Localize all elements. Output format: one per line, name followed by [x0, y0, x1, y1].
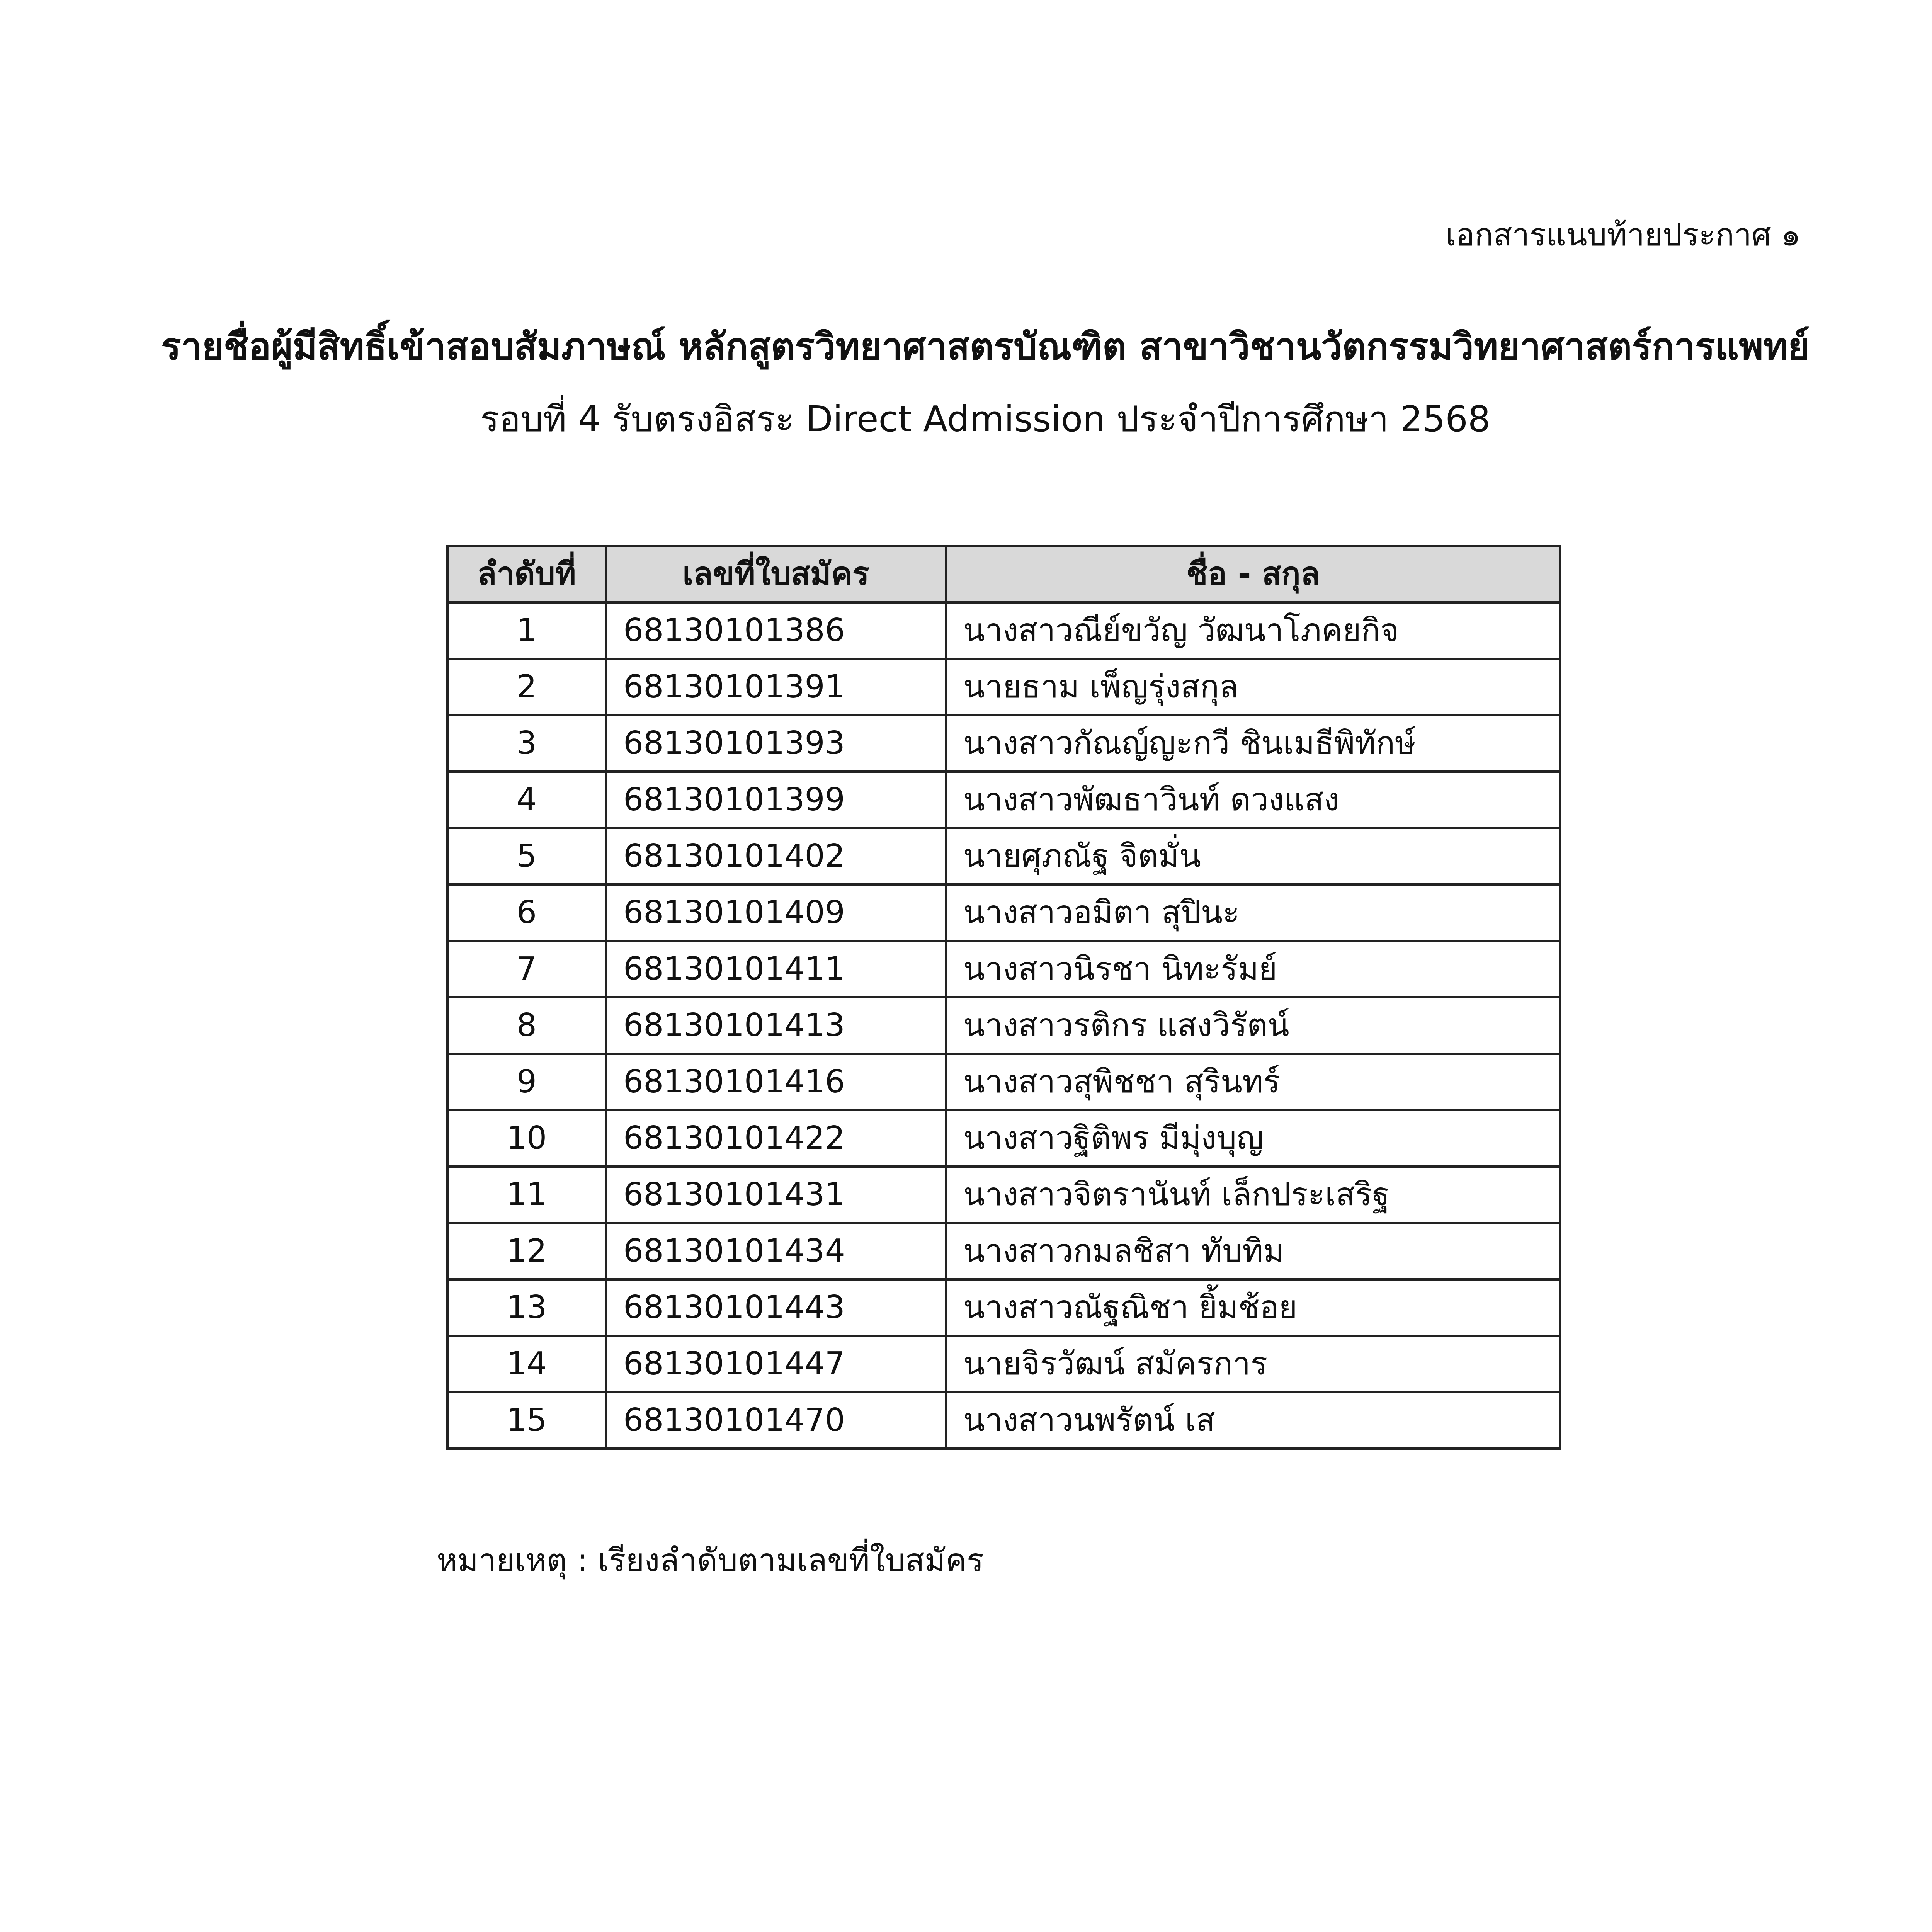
table-row [447, 997, 1560, 1054]
candidate-name: นายศุภณัฐ จิตมั่น [946, 828, 1560, 884]
application-number: 68130101391 [606, 659, 946, 715]
application-number: 68130101393 [606, 715, 946, 772]
row-number: 15 [447, 1392, 606, 1449]
table-row [447, 1392, 1560, 1449]
candidate-name: นางสาวกัณญ์ญะกวี ชินเมธีพิทักษ์ [946, 715, 1560, 772]
row-number: 13 [447, 1279, 606, 1336]
application-number: 68130101386 [606, 602, 946, 659]
application-number: 68130101402 [606, 828, 946, 884]
application-number: 68130101416 [606, 1054, 946, 1110]
application-number: 68130101411 [606, 941, 946, 997]
candidate-name: นางสาวจิตรานันท์ เล็กประเสริฐ [946, 1167, 1560, 1223]
table-row [447, 602, 1560, 659]
candidate-list-table [446, 545, 1561, 1450]
candidate-name: นายจิรวัฒน์ สมัครการ [946, 1336, 1560, 1392]
row-number: 12 [447, 1223, 606, 1279]
row-number: 6 [447, 884, 606, 941]
candidate-name: นางสาวนพรัตน์ เส [946, 1392, 1560, 1449]
application-number: 68130101447 [606, 1336, 946, 1392]
application-number: 68130101470 [606, 1392, 946, 1449]
row-number: 7 [447, 941, 606, 997]
candidate-name: นางสาวอมิตา สุปินะ [946, 884, 1560, 941]
application-number: 68130101443 [606, 1279, 946, 1336]
candidate-name: นางสาวณีย์ขวัญ วัฒนาโภคยกิจ [946, 602, 1560, 659]
candidate-name: นางสาวณัฐณิชา ยิ้มช้อย [946, 1279, 1560, 1336]
candidate-name: นางสาวกมลชิสา ทับทิม [946, 1223, 1560, 1279]
application-number: 68130101434 [606, 1223, 946, 1279]
table-row [447, 941, 1560, 997]
row-number: 9 [447, 1054, 606, 1110]
application-number: 68130101409 [606, 884, 946, 941]
row-number: 5 [447, 828, 606, 884]
row-number: 4 [447, 772, 606, 828]
row-number: 3 [447, 715, 606, 772]
row-number: 1 [447, 602, 606, 659]
candidate-name: นางสาวสุพิชชา สุรินทร์ [946, 1054, 1560, 1110]
table-header-row [447, 546, 1560, 602]
application-number: 68130101422 [606, 1110, 946, 1167]
candidate-name: นางสาวพัฒธาวินท์ ดวงแสง [946, 772, 1560, 828]
table-row [447, 828, 1560, 884]
candidate-name: นายธาม เพ็ญรุ่งสกุล [946, 659, 1560, 715]
table-row [447, 1167, 1560, 1223]
row-number: 10 [447, 1110, 606, 1167]
row-number: 11 [447, 1167, 606, 1223]
application-number: 68130101399 [606, 772, 946, 828]
table-row [447, 715, 1560, 772]
candidate-name: นางสาวฐิติพร มีมุ่งบุญ [946, 1110, 1560, 1167]
footnote: หมายเหตุ : เรียงลำดับตามเลขที่ใบสมัคร [437, 1542, 984, 1579]
row-number: 2 [447, 659, 606, 715]
table-row [447, 884, 1560, 941]
table-row [447, 772, 1560, 828]
row-number: 14 [447, 1336, 606, 1392]
table-row [447, 1279, 1560, 1336]
table-row [447, 1110, 1560, 1167]
page-title: รายชื่อผู้มีสิทธิ์เข้าสอบสัมภาษณ์ หลักสูตรวิทยาศาสตรบัณฑิต สาขาวิชานวัตกรรมวิทยาศาสตร์การแพทย์ [161, 325, 1810, 368]
column-header-application-number: เลขที่ใบสมัคร [606, 546, 946, 602]
candidate-name: นางสาวรติกร แสงวิรัตน์ [946, 997, 1560, 1054]
table-row [447, 1336, 1560, 1392]
table-row [447, 1054, 1560, 1110]
column-header-no: ลำดับที่ [447, 546, 606, 602]
document-reference: เอกสารแนบท้ายประกาศ ๑ [1445, 217, 1801, 253]
application-number: 68130101413 [606, 997, 946, 1054]
column-header-name: ชื่อ - สกุล [946, 546, 1560, 602]
table-row [447, 659, 1560, 715]
page-subtitle: รอบที่ 4 รับตรงอิสระ Direct Admission ประจำปีการศึกษา 2568 [480, 398, 1491, 440]
candidate-name: นางสาวนิรชา นิทะรัมย์ [946, 941, 1560, 997]
table-row [447, 1223, 1560, 1279]
application-number: 68130101431 [606, 1167, 946, 1223]
row-number: 8 [447, 997, 606, 1054]
